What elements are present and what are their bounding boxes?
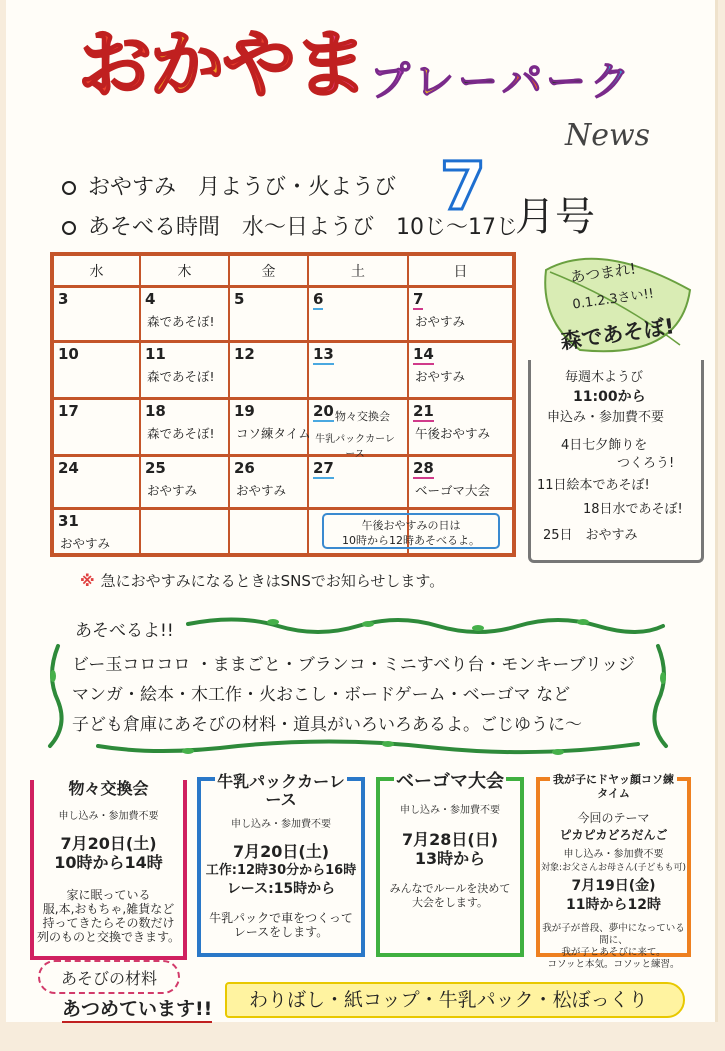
event-card-beigoma <box>376 771 524 957</box>
side-line: 4日七夕飾りを <box>561 438 648 453</box>
card-desc: 我が子とあそびに来て。 <box>561 947 666 958</box>
day-number: 7 <box>413 290 424 308</box>
calendar-day-cell <box>230 343 309 400</box>
side-line: 11日絵本であそぼ! <box>537 478 650 493</box>
card-date: 7月19日(金) <box>571 878 656 894</box>
side-line: 申込み・参加費不要 <box>547 410 665 425</box>
day-event: ベーゴマ大会 <box>415 483 491 498</box>
calendar-header: 土 <box>309 256 409 288</box>
card-time: 工作:12時30分から16時 <box>205 863 357 878</box>
calendar-day-cell <box>54 457 141 510</box>
notice-text: 急におやすみになるときはSNSでお知らせします。 <box>100 572 445 590</box>
leaf-line-2: 0.1.2.3さい!! <box>571 286 655 313</box>
month-number: 7 <box>440 148 486 225</box>
day-number: 6 <box>313 290 324 308</box>
calendar-day-cell <box>230 510 309 553</box>
card-target: 対象:お父さんお母さん(子どもも可) <box>540 863 687 873</box>
event-card-practice <box>536 773 691 970</box>
calendar-day-cell <box>409 400 512 457</box>
title-small-char: ー <box>546 59 586 105</box>
bullet-icon <box>62 221 76 235</box>
calendar-note-line: 10時から12時あそべるよ。 <box>342 534 480 547</box>
day-event: おやすみ <box>236 483 287 498</box>
bullet-icon <box>62 181 76 195</box>
calendar-day-cell <box>230 457 309 510</box>
day-number: 3 <box>58 290 69 308</box>
card-date: 7月20日(土) <box>232 842 330 861</box>
closed-days-text: おやすみ 月ようび・火ようび <box>88 175 397 200</box>
day-number: 13 <box>313 345 334 363</box>
calendar-note-line: 午後おやすみの日は <box>361 519 461 532</box>
collect-items: わりばし・紙コップ・牛乳パック・松ぼっくり <box>225 982 685 1018</box>
title-char: や <box>222 22 294 108</box>
calendar-day-cell <box>230 400 309 457</box>
day-event-2: 牛乳パックカーレース <box>315 434 395 460</box>
card-desc: コソッと本気。コソッと練習。 <box>547 959 680 970</box>
play-row: 子ども倉庫にあそびの材料・道具がいろいろあるよ。ごじゆうに〜 <box>72 715 582 735</box>
page-title <box>78 22 630 108</box>
title-small-char: ー <box>458 59 498 105</box>
day-number: 4 <box>145 290 156 308</box>
day-number: 26 <box>234 459 255 477</box>
side-line: 毎週木ようび <box>565 370 644 385</box>
day-event: おやすみ <box>60 536 111 551</box>
card-time: 11時から12時 <box>566 897 661 913</box>
day-event: おやすみ <box>147 483 198 498</box>
side-line: 18日水であそぼ! <box>583 502 683 517</box>
calendar-day-cell <box>141 400 230 457</box>
play-row: ビー玉コロコロ ・ままごと・ブランコ・ミニすべり台・モンキーブリッジ <box>72 655 636 675</box>
calendar-day-cell <box>309 288 409 343</box>
card-sub: 申し込み・参加費不要 <box>400 805 500 816</box>
day-event: コソ練タイム <box>236 426 311 441</box>
card-desc: 服,本,おもちゃ,雑貨など <box>42 902 175 916</box>
calendar-header: 木 <box>141 256 230 288</box>
calendar-day-cell <box>54 343 141 400</box>
calendar-day-cell <box>309 343 409 400</box>
title-char: ま <box>294 22 366 108</box>
card-time: 10時から14時 <box>54 853 163 872</box>
day-number: 5 <box>234 290 245 308</box>
calendar-day-cell <box>409 343 512 400</box>
open-hours <box>62 210 518 241</box>
title-char: お <box>78 22 150 108</box>
title-small-char: プ <box>370 59 410 105</box>
leaf-line-1: あつまれ! <box>569 259 638 287</box>
calendar-header: 金 <box>230 256 309 288</box>
card-desc: 持ってきたらその数だけ <box>42 916 175 930</box>
day-event: 物々交換会 <box>335 410 390 423</box>
day-event: おやすみ <box>415 314 466 329</box>
calendar-day-cell <box>230 288 309 343</box>
card-desc: みんなでルールを決めて <box>389 882 511 895</box>
card-title: ベーゴマ大会 <box>396 771 504 792</box>
calendar-day-cell <box>141 457 230 510</box>
card-desc: レースをします。 <box>233 925 329 939</box>
calendar-day-cell <box>141 288 230 343</box>
leaf-line-3: 森であそぼ! <box>559 314 676 354</box>
event-card-race <box>197 772 365 957</box>
calendar-day-cell <box>54 510 141 553</box>
card-date: 7月20日(土) <box>60 834 157 853</box>
day-number: 12 <box>234 345 255 363</box>
title-small-char: パ <box>502 59 542 105</box>
card-desc: 我が子が普段、夢中になっている間に、 <box>542 923 685 946</box>
title-small-char: レ <box>414 59 454 105</box>
calendar-day-cell <box>309 400 409 460</box>
collect-label: あつめています!! <box>62 994 212 1023</box>
card-desc: 牛乳パックで車をつくって <box>209 911 353 925</box>
title-small-char: ク <box>590 59 630 105</box>
day-number: 17 <box>58 402 79 420</box>
sns-notice <box>80 570 444 591</box>
side-line: つくろう! <box>617 456 675 471</box>
card-time: 13時から <box>414 849 486 868</box>
card-date: 7月28日(日) <box>401 830 499 849</box>
calendar-day-cell <box>54 288 141 343</box>
card-sub: 申し込み・参加費不要 <box>563 849 664 860</box>
card-sub: 申し込み・参加費不要 <box>58 811 159 822</box>
day-number: 27 <box>313 459 334 477</box>
side-line: 25日 おやすみ <box>543 528 638 543</box>
card-theme: ピカピカどろだんご <box>559 828 668 842</box>
calendar-header: 日 <box>409 256 512 288</box>
day-number: 21 <box>413 402 434 420</box>
card-desc: 家に眠っている <box>66 888 151 902</box>
day-number: 14 <box>413 345 434 363</box>
materials-tag: あそびの材料 <box>38 960 180 994</box>
calendar-day-cell <box>409 457 512 510</box>
calendar-day-cell <box>309 457 409 510</box>
calendar-note <box>322 513 500 549</box>
card-title: 物々交換会 <box>34 776 183 799</box>
day-number: 20 <box>313 402 334 420</box>
card-desc: 大会をします。 <box>411 896 489 909</box>
event-card-swap <box>30 780 187 960</box>
card-title: 牛乳パックカーレース <box>215 773 347 809</box>
play-row: マンガ・絵本・木工作・火おこし・ボードゲーム・ベーゴマ など <box>72 685 571 705</box>
calendar-header: 水 <box>54 256 141 288</box>
day-number: 25 <box>145 459 166 477</box>
card-desc: 列のものと交換できます。 <box>36 930 181 944</box>
calendar-day-cell <box>141 343 230 400</box>
month-suffix: 月号 <box>515 194 595 240</box>
day-number: 10 <box>58 345 79 363</box>
card-sub: 申し込み・参加費不要 <box>231 819 331 830</box>
notice-mark: ※ <box>80 572 95 590</box>
day-event: 森であそぼ! <box>147 314 215 329</box>
calendar-day-cell <box>409 288 512 343</box>
closed-days <box>62 170 396 201</box>
day-number: 24 <box>58 459 79 477</box>
day-event: 森であそぼ! <box>147 369 215 384</box>
day-number: 18 <box>145 402 166 420</box>
play-label: あそべるよ!! <box>75 621 174 641</box>
calendar <box>50 252 516 557</box>
calendar-day-cell <box>141 510 230 553</box>
day-event: おやすみ <box>415 369 466 384</box>
day-number: 19 <box>234 402 255 420</box>
day-event: 午後おやすみ <box>415 426 491 441</box>
day-number: 31 <box>58 512 79 530</box>
card-time-2: レース:15時から <box>226 881 336 897</box>
day-number: 28 <box>413 459 434 477</box>
forest-play-box <box>528 360 704 563</box>
side-line: 11:00から <box>573 389 646 405</box>
card-theme-label: 今回のテーマ <box>577 811 650 825</box>
day-number: 11 <box>145 345 166 363</box>
title-char: か <box>150 22 222 108</box>
calendar-day-cell <box>54 400 141 457</box>
open-hours-text: あそべる時間 水〜日ようび 10じ〜17じ <box>88 215 518 240</box>
card-title: 我が子にドヤッ顔コソ練タイム <box>550 773 677 801</box>
day-event: 森であそぼ! <box>147 426 215 441</box>
news-label: News <box>565 118 651 153</box>
